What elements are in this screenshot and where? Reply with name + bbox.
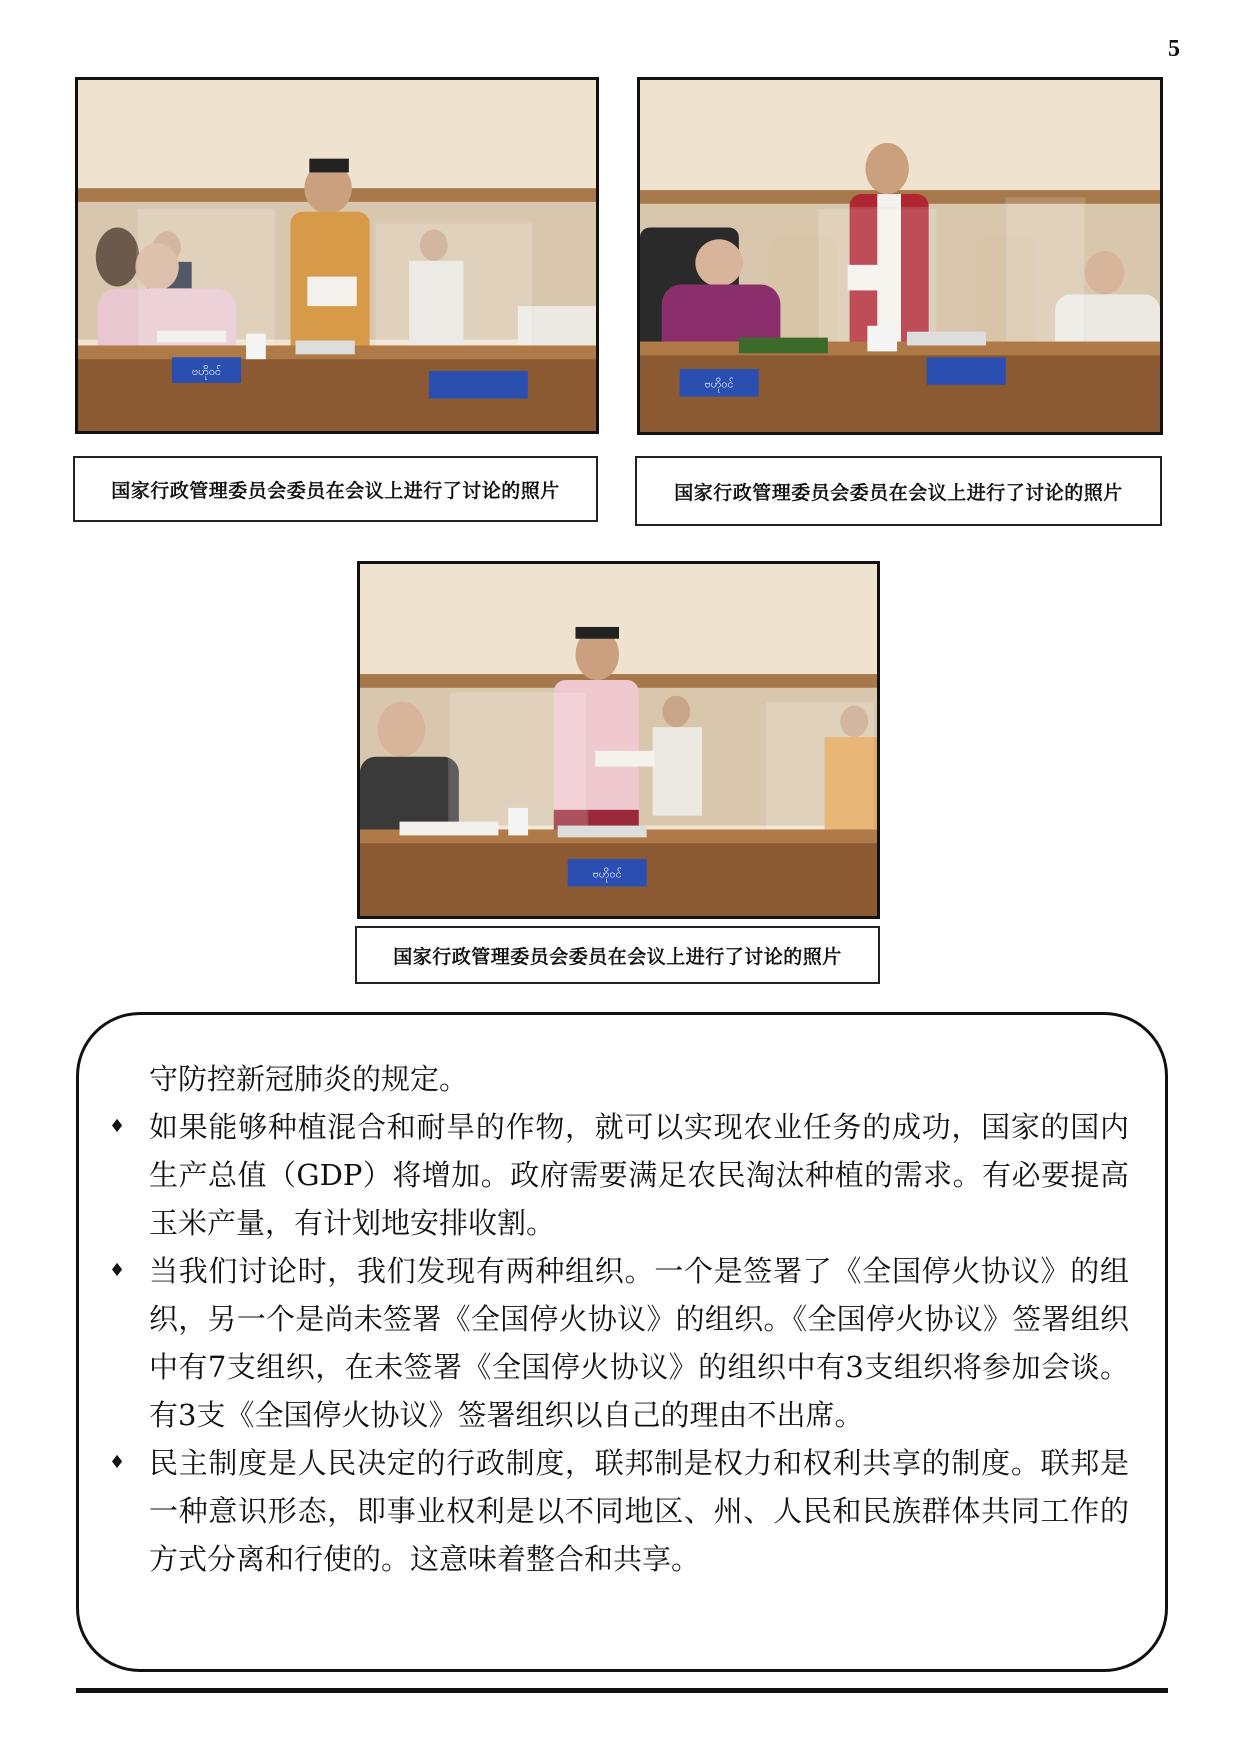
photo-caption-3: 国家行政管理委员会委员在会议上进行了讨论的照片 bbox=[355, 926, 880, 984]
bullet-item bbox=[109, 1103, 1129, 1247]
bullet-text: 如果能够种植混合和耐旱的作物，就可以实现农业任务的成功，国家的国内生产总值（GDP）将增加。政府需要满足农民淘汰种植的需求。有必要提高玉米产量，有计划地安排收割。 bbox=[149, 1110, 1129, 1240]
bullet-item bbox=[109, 1247, 1129, 1439]
nameplate-text: ဗဟိုဝင် bbox=[192, 364, 221, 378]
page-number: 5 bbox=[1168, 36, 1180, 62]
bullet-item bbox=[109, 1439, 1129, 1583]
photo-caption-1: 国家行政管理委员会委员在会议上进行了讨论的照片 bbox=[73, 456, 598, 522]
bullet-icon: ♦ bbox=[109, 1260, 126, 1281]
nameplate-text: ဗဟိုဝင် bbox=[592, 867, 622, 881]
content-text-box bbox=[76, 1012, 1168, 1672]
photo-caption-2: 国家行政管理委员会委员在会议上进行了讨论的照片 bbox=[635, 456, 1162, 526]
bottom-rule bbox=[76, 1688, 1168, 1693]
meeting-photo-1 bbox=[75, 77, 599, 434]
bullet-text: 民主制度是人民决定的行政制度，联邦制是权力和权利共享的制度。联邦是一种意识形态，即事业权利是以不同地区、州、人民和民族群体共同工作的方式分离和行使的。这意味着整合和共享。 bbox=[149, 1446, 1129, 1576]
meeting-photo-2 bbox=[637, 77, 1163, 435]
intro-text: 守防控新冠肺炎的规定。 bbox=[149, 1062, 469, 1096]
bullet-icon: ♦ bbox=[109, 1452, 126, 1473]
nameplate-text: ဗဟိုဝင် bbox=[704, 377, 734, 391]
meeting-photo-3 bbox=[357, 561, 880, 919]
bullet-text: 当我们讨论时，我们发现有两种组织。一个是签署了《全国停火协议》的组织，另一个是尚未签署《全国停火协议》的组织。《全国停火协议》签署组织中有7支组织，在未签署《全国停火协议》的组织中有3支组织将参加会谈。有3支《全国停火协议》签署组织以自己的理由不出席。 bbox=[149, 1254, 1129, 1432]
bullet-icon: ♦ bbox=[109, 1116, 126, 1137]
